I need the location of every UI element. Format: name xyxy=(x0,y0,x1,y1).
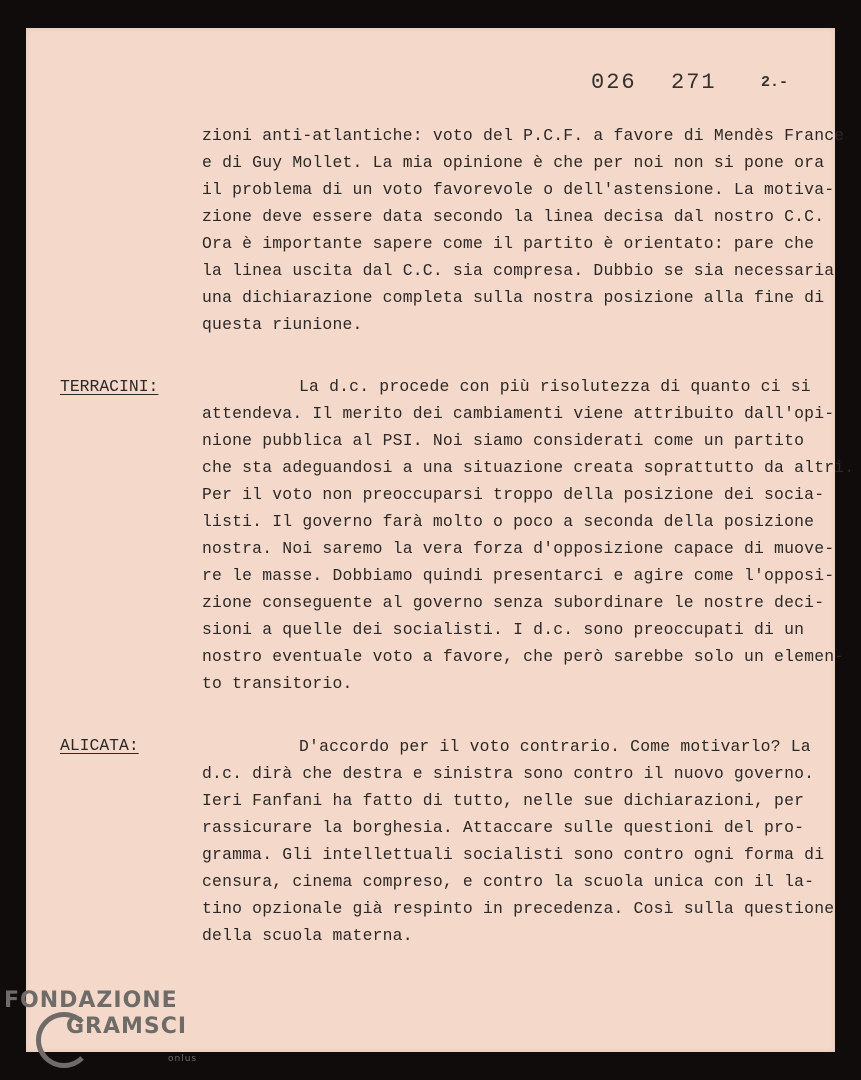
text-line: sioni a quelle dei socialisti. I d.c. sono preoccupati di un xyxy=(202,620,805,639)
watermark-line-2: GRAMSCI xyxy=(66,1014,188,1039)
text-line: censura, cinema compreso, e contro la scuola unica con il la- xyxy=(202,872,815,891)
speaker-label-terracini: TERRACINI: xyxy=(60,377,159,396)
watermark xyxy=(4,990,187,1038)
text-line: che sta adeguandosi a una situazione creata soprattutto da altri. xyxy=(202,458,855,477)
text-line: D'accordo per il voto contrario. Come motivarlo? La xyxy=(299,737,811,756)
speaker-label-alicata: ALICATA: xyxy=(60,736,139,755)
text-line: zione conseguente al governo senza subordinare le nostre deci- xyxy=(202,593,825,612)
text-line: zioni anti-atlantiche: voto del P.C.F. a favore di Mendès France xyxy=(202,126,845,145)
text-line: nostro eventuale voto a favore, che però sarebbe solo un elemen- xyxy=(202,647,845,666)
archive-number-2: 271 xyxy=(671,70,717,95)
document-page xyxy=(26,28,855,1052)
text-line: to transitorio. xyxy=(202,674,353,693)
watermark-line-1: FONDAZIONE xyxy=(4,988,178,1013)
archive-number-1: 026 xyxy=(591,70,637,95)
text-line: listi. Il governo farà molto o poco a seconda della posizione xyxy=(202,512,815,531)
text-line: Ieri Fanfani ha fatto di tutto, nelle sue dichiarazioni, per xyxy=(202,791,805,810)
text-line: d.c. dirà che destra e sinistra sono contro il nuovo governo. xyxy=(202,764,815,783)
text-line: il problema di un voto favorevole o dell'astensione. La motiva- xyxy=(202,180,835,199)
text-line: La d.c. procede con più risolutezza di quanto ci si xyxy=(299,377,811,396)
text-line: la linea uscita dal C.C. sia compresa. Dubbio se sia necessaria xyxy=(202,261,835,280)
text-line: Per il voto non preoccuparsi troppo della posizione dei socia- xyxy=(202,485,825,504)
text-line: tino opzionale già respinto in precedenza. Così sulla questione xyxy=(202,899,835,918)
text-line: re le masse. Dobbiamo quindi presentarci e agire come l'opposi- xyxy=(202,566,835,585)
text-line: Ora è importante sapere come il partito è orientato: pare che xyxy=(202,234,815,253)
text-line: zione deve essere data secondo la linea decisa dal nostro C.C. xyxy=(202,207,825,226)
text-line: rassicurare la borghesia. Attaccare sulle questioni del pro- xyxy=(202,818,805,837)
watermark-suffix: onlus xyxy=(168,1054,198,1064)
text-line: nione pubblica al PSI. Noi siamo considerati come un partito xyxy=(202,431,805,450)
sheet-number: 2.- xyxy=(761,74,789,91)
text-line: della scuola materna. xyxy=(202,926,413,945)
text-line: una dichiarazione completa sulla nostra posizione alla fine di xyxy=(202,288,825,307)
text-line: questa riunione. xyxy=(202,315,363,334)
text-line: nostra. Noi saremo la vera forza d'opposizione capace di muove- xyxy=(202,539,835,558)
text-line: e di Guy Mollet. La mia opinione è che per noi non si pone ora xyxy=(202,153,825,172)
text-line: attendeva. Il merito dei cambiamenti viene attribuito dall'opi- xyxy=(202,404,835,423)
text-line: gramma. Gli intellettuali socialisti sono contro ogni forma di xyxy=(202,845,825,864)
